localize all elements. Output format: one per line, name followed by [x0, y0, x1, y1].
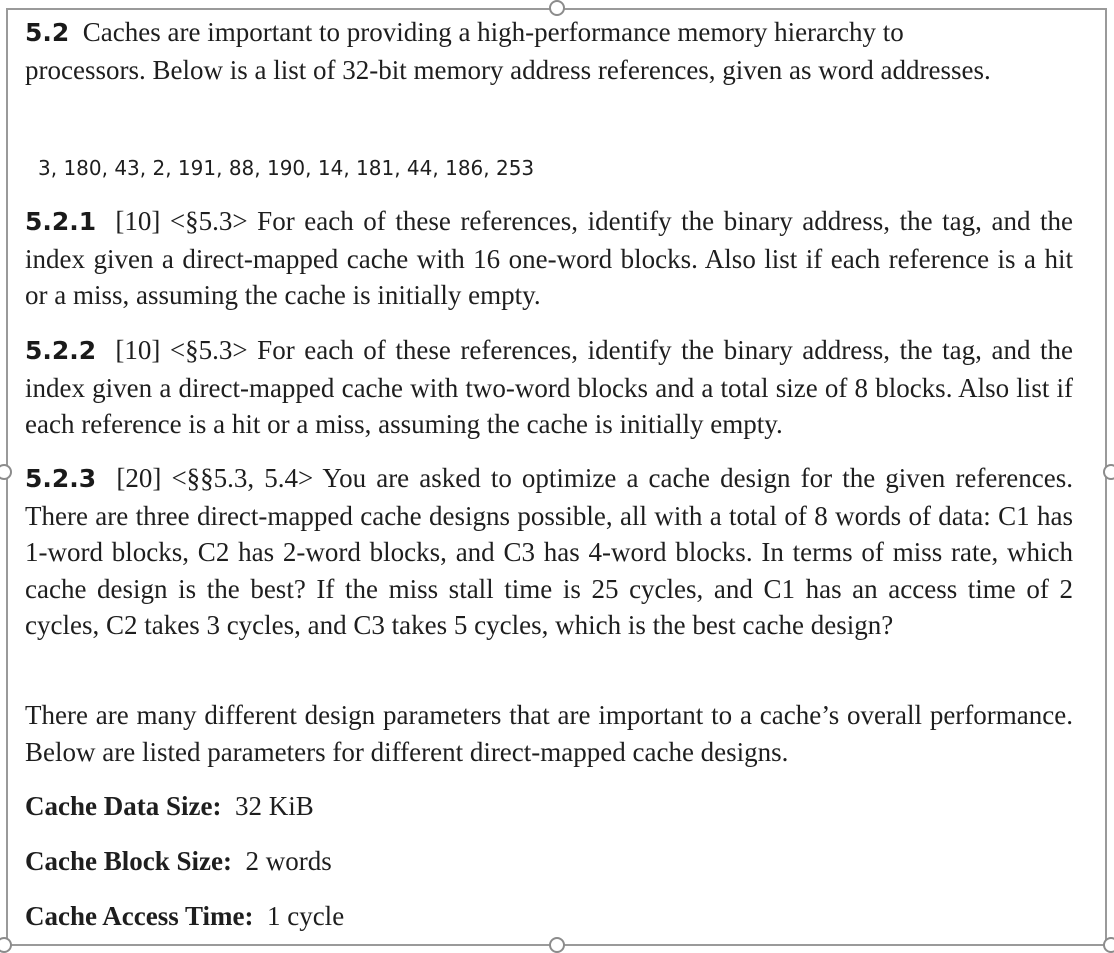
parameter-cache-block-size: [25, 843, 332, 879]
exercise-number: 5.2.2: [25, 336, 97, 365]
parameter-label: Cache Data Size:: [25, 791, 222, 821]
parameter-value: 32 KiB: [234, 791, 314, 821]
exercise-number: 5.2.1: [25, 207, 97, 236]
intro-paragraph: [25, 14, 1025, 88]
exercise-5-2-1: [25, 203, 1073, 314]
address-references: 3, 180, 43, 2, 191, 88, 190, 14, 181, 44, 186, 253: [38, 156, 535, 180]
closing-paragraph: There are many different design parameters that are important to a cache’s overall performance. Below are listed parameters for different direct-mapped cache designs.: [25, 700, 1073, 767]
exercise-5-2-2: [25, 332, 1073, 443]
section-number: 5.2: [25, 18, 70, 47]
exercise-number: 5.2.3: [25, 464, 97, 493]
parameter-cache-data-size: [25, 788, 314, 824]
parameter-label: Cache Block Size:: [25, 846, 232, 876]
intro-text: Caches are important to providing a high-performance memory hierarchy to processors. Below is a list of 32-bit memory address references, given as word addresses.: [25, 17, 991, 85]
exercise-5-2-3: [25, 460, 1073, 644]
parameter-value: 2 words: [245, 846, 332, 876]
resize-handle-bottom[interactable]: [549, 937, 565, 953]
resize-handle-bottom-right[interactable]: [1103, 937, 1114, 953]
exercise-text: [10] <§5.3> For each of these references, identify the binary address, the tag, and the index given a direct-mapped cache with 16 one-word blocks. Also list if each reference is a hit or a miss, assuming the cache is initially empty.: [25, 206, 1074, 310]
resize-handle-bottom-left[interactable]: [0, 937, 12, 953]
parameter-value: 1 cycle: [266, 901, 345, 931]
exercise-text: [20] <§§5.3, 5.4> You are asked to optimize a cache design for the given references. There are three direct-mapped cache designs possible, all with a total of 8 words of data: C1 has 1-word blocks, C2 has 2-word blocks, and C3 has 4-word blocks. In terms of miss rate, which cache design is the best? If the miss stall time is 25 cycles, and C1 has an access time of 2 cycles, C2 takes 3 cycles, and C3 takes 5 cycles, which is the best cache design?: [25, 463, 1074, 640]
resize-handle-right[interactable]: [1103, 464, 1114, 480]
parameter-label: Cache Access Time:: [25, 901, 254, 931]
exercise-text: [10] <§5.3> For each of these references, identify the binary address, the tag, and the index given a direct-mapped cache with two-word blocks and a total size of 8 blocks. Also list if each reference is a hit or a miss, assuming the cache is initially empty.: [25, 335, 1074, 439]
parameter-cache-access-time: [25, 898, 344, 934]
